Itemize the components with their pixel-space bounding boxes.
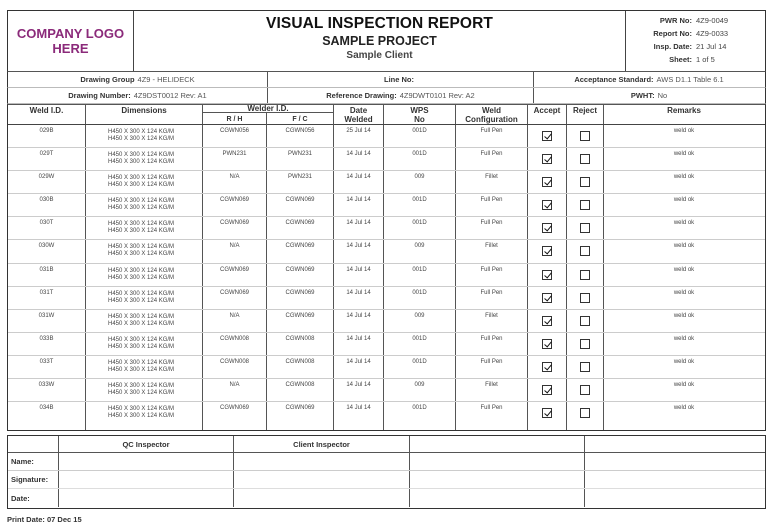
- col-weld-id: Weld I.D.: [8, 105, 86, 124]
- cell-dimensions: [86, 310, 203, 332]
- cell-welder-fc: CGWN069: [267, 287, 334, 309]
- cell-weld-id: 030B: [8, 194, 86, 216]
- cell-remarks: weld ok: [673, 289, 695, 296]
- client-name-field[interactable]: [234, 453, 410, 470]
- accept-checkbox[interactable]: [542, 246, 552, 256]
- col-welder-id: Welder I.D.: [203, 105, 334, 113]
- dimension-line1: H450 X 300 X 124 KG/M: [108, 383, 175, 390]
- cell-date-welded: 14 Jul 14: [334, 356, 384, 378]
- cell-dimensions: [86, 333, 203, 355]
- cell-welder-rh: PWN231: [203, 148, 267, 170]
- cell-accept: [528, 356, 567, 378]
- drawing-group-value: 4Z9 - HELIDECK: [137, 75, 195, 84]
- cell-date-welded: 14 Jul 14: [334, 310, 384, 332]
- dimension-line2: H450 X 300 X 124 KG/M: [108, 320, 175, 327]
- client-date-field[interactable]: [234, 489, 410, 507]
- cell-welder-fc: PWN231: [267, 171, 334, 193]
- cell-date-welded: 14 Jul 14: [334, 217, 384, 239]
- table-row: [8, 287, 765, 310]
- cell-remarks: weld ok: [673, 405, 695, 412]
- reject-checkbox[interactable]: [580, 246, 590, 256]
- pwht-value: No: [657, 91, 668, 100]
- dimension-line1: H450 X 300 X 124 KG/M: [108, 221, 175, 228]
- cell-welder-fc: CGWN008: [267, 356, 334, 378]
- dimension-line2: H450 X 300 X 124 KG/M: [108, 413, 175, 420]
- reject-checkbox[interactable]: [580, 200, 590, 210]
- qc-inspector-heading: QC Inspector: [59, 436, 234, 452]
- cell-welder-fc: CGWN008: [267, 379, 334, 401]
- extra-date-field-1[interactable]: [410, 489, 585, 507]
- dimension-line2: H450 X 300 X 124 KG/M: [108, 274, 175, 281]
- cell-dimensions: [86, 125, 203, 147]
- cell-wps-no: 001D: [384, 333, 456, 355]
- cell-weld-id: 031B: [8, 264, 86, 286]
- table-row: [8, 333, 765, 356]
- cell-weld-configuration: Full Pen: [456, 125, 528, 147]
- cell-dimensions: [86, 356, 203, 378]
- acceptance-standard-value: AWS D1.1 Table 6.1: [656, 75, 724, 84]
- cell-accept: [528, 240, 567, 262]
- table-row: [8, 264, 765, 287]
- accept-checkbox[interactable]: [542, 362, 552, 372]
- col-dimensions: Dimensions: [86, 105, 203, 124]
- col-reject: Reject: [567, 105, 604, 124]
- cell-reject: [567, 148, 604, 170]
- reject-checkbox[interactable]: [580, 408, 590, 418]
- cell-wps-no: 001D: [384, 148, 456, 170]
- cell-wps-no: 001D: [384, 356, 456, 378]
- dimension-line1: H450 X 300 X 124 KG/M: [108, 290, 175, 297]
- cell-welder-rh: N/A: [203, 310, 267, 332]
- table-row: [8, 240, 765, 263]
- cell-weld-id: 030W: [8, 240, 86, 262]
- table-header: [8, 105, 765, 125]
- table-row: [8, 379, 765, 402]
- drawing-number-value: 4Z9DST0012 Rev: A1: [133, 91, 207, 100]
- cell-dimensions: [86, 287, 203, 309]
- reject-checkbox[interactable]: [580, 131, 590, 141]
- cell-welder-rh: CGWN069: [203, 287, 267, 309]
- cell-accept: [528, 379, 567, 401]
- print-date: Print Date: 07 Dec 15: [7, 515, 82, 524]
- dimension-line2: H450 X 300 X 124 KG/M: [108, 390, 175, 397]
- dimension-line2: H450 X 300 X 124 KG/M: [108, 182, 175, 189]
- cell-weld-id: 033B: [8, 333, 86, 355]
- cell-reject: [567, 287, 604, 309]
- cell-date-welded: 14 Jul 14: [334, 171, 384, 193]
- logo-text-line2: HERE: [52, 41, 89, 56]
- cell-wps-no: 009: [384, 240, 456, 262]
- cell-accept: [528, 148, 567, 170]
- cell-weld-id: 029B: [8, 125, 86, 147]
- extra-signature-field-1[interactable]: [410, 471, 585, 488]
- cell-dimensions: [86, 240, 203, 262]
- accept-checkbox[interactable]: [542, 223, 552, 233]
- info-report-no: [626, 27, 765, 40]
- cell-weld-configuration: Full Pen: [456, 217, 528, 239]
- dimension-line1: H450 X 300 X 124 KG/M: [108, 198, 175, 205]
- col-wps-line1: WPS: [410, 105, 429, 115]
- dimension-line2: H450 X 300 X 124 KG/M: [108, 297, 175, 304]
- info-value: 1 of 5: [696, 55, 715, 64]
- col-weld-configuration: [456, 105, 528, 124]
- cell-dimensions: [86, 148, 203, 170]
- cell-weld-configuration: Full Pen: [456, 264, 528, 286]
- cell-date-welded: 14 Jul 14: [334, 287, 384, 309]
- dimension-line2: H450 X 300 X 124 KG/M: [108, 366, 175, 373]
- cell-welder-fc: PWN231: [267, 148, 334, 170]
- reject-checkbox[interactable]: [580, 339, 590, 349]
- col-config-line2: Configuration: [465, 114, 518, 124]
- col-accept: Accept: [528, 105, 567, 124]
- accept-checkbox[interactable]: [542, 293, 552, 303]
- col-date-line2: Welded: [344, 114, 373, 124]
- acceptance-standard-label: Acceptance Standard:: [574, 75, 654, 84]
- info-sheet: [626, 53, 765, 66]
- cell-reject: [567, 402, 604, 430]
- cell-weld-configuration: Full Pen: [456, 333, 528, 355]
- cell-reject: [567, 379, 604, 401]
- table-row: [8, 194, 765, 217]
- drawing-number-row: [7, 88, 766, 104]
- reference-drawing: [268, 88, 534, 103]
- cell-date-welded: 14 Jul 14: [334, 402, 384, 430]
- pwht: [534, 88, 764, 103]
- reference-drawing-label: Reference Drawing:: [326, 91, 397, 100]
- cell-accept: [528, 125, 567, 147]
- reject-checkbox[interactable]: [580, 362, 590, 372]
- signoff-name-row: [8, 453, 765, 471]
- signoff-extra-col2: [585, 436, 764, 452]
- accept-checkbox[interactable]: [542, 385, 552, 395]
- info-value: 4Z9-0033: [696, 29, 729, 38]
- report-header: [7, 10, 766, 72]
- cell-dimensions: [86, 171, 203, 193]
- client-name: Sample Client: [346, 50, 413, 61]
- info-value: 21 Jul 14: [696, 42, 727, 51]
- cell-welder-rh: N/A: [203, 171, 267, 193]
- col-config-line1: Weld: [482, 105, 501, 115]
- cell-remarks: weld ok: [673, 128, 695, 134]
- cell-accept: [528, 310, 567, 332]
- reject-checkbox[interactable]: [580, 293, 590, 303]
- table-body: [8, 125, 765, 430]
- accept-checkbox[interactable]: [542, 154, 552, 164]
- accept-checkbox[interactable]: [542, 200, 552, 210]
- cell-weld-configuration: Fillet: [456, 240, 528, 262]
- dimension-line1: H450 X 300 X 124 KG/M: [108, 175, 175, 182]
- table-row: [8, 356, 765, 379]
- cell-weld-id: 034B: [8, 402, 86, 430]
- reject-checkbox[interactable]: [580, 385, 590, 395]
- signoff-extra-col1: [410, 436, 585, 452]
- info-label: PWR No:: [659, 16, 692, 25]
- accept-checkbox[interactable]: [542, 316, 552, 326]
- reject-checkbox[interactable]: [580, 223, 590, 233]
- dimension-line1: H450 X 300 X 124 KG/M: [108, 313, 175, 320]
- cell-remarks: weld ok: [673, 335, 695, 342]
- cell-welder-fc: CGWN069: [267, 264, 334, 286]
- pwht-label: PWHT:: [630, 91, 655, 100]
- cell-reject: [567, 333, 604, 355]
- signoff-block: [7, 435, 766, 509]
- cell-weld-id: 033T: [8, 356, 86, 378]
- accept-checkbox[interactable]: [542, 131, 552, 141]
- cell-weld-id: 031T: [8, 287, 86, 309]
- cell-welder-fc: CGWN069: [267, 402, 334, 430]
- qc-signature-field[interactable]: [59, 471, 234, 488]
- cell-welder-fc: CGWN056: [267, 125, 334, 147]
- info-pwr-no: [626, 14, 765, 27]
- table-row: [8, 402, 765, 430]
- project-name: SAMPLE PROJECT: [322, 34, 437, 48]
- cell-remarks: weld ok: [673, 382, 695, 389]
- cell-accept: [528, 194, 567, 216]
- cell-reject: [567, 310, 604, 332]
- cell-welder-rh: N/A: [203, 240, 267, 262]
- dimension-line1: H450 X 300 X 124 KG/M: [108, 406, 175, 413]
- cell-wps-no: 009: [384, 379, 456, 401]
- report-title: VISUAL INSPECTION REPORT: [266, 15, 493, 32]
- cell-reject: [567, 125, 604, 147]
- extra-signature-field-2[interactable]: [585, 471, 764, 488]
- cell-accept: [528, 333, 567, 355]
- cell-welder-rh: CGWN008: [203, 333, 267, 355]
- cell-accept: [528, 402, 567, 430]
- col-welder-rh: R / H: [203, 113, 267, 125]
- date-label: Date:: [8, 489, 59, 507]
- cell-weld-id: 029W: [8, 171, 86, 193]
- cell-accept: [528, 171, 567, 193]
- cell-welder-rh: CGWN069: [203, 194, 267, 216]
- drawing-number-label: Drawing Number:: [68, 91, 131, 100]
- logo-text-line1: COMPANY LOGO: [16, 26, 125, 41]
- cell-wps-no: 001D: [384, 264, 456, 286]
- table-row: [8, 310, 765, 333]
- cell-wps-no: 001D: [384, 402, 456, 430]
- cell-weld-id: 031W: [8, 310, 86, 332]
- line-no-label: Line No:: [384, 75, 414, 84]
- cell-welder-rh: CGWN056: [203, 125, 267, 147]
- cell-weld-id: 030T: [8, 217, 86, 239]
- cell-welder-rh: CGWN069: [203, 402, 267, 430]
- reject-checkbox[interactable]: [580, 316, 590, 326]
- cell-dimensions: [86, 379, 203, 401]
- reject-checkbox[interactable]: [580, 154, 590, 164]
- cell-reject: [567, 264, 604, 286]
- reference-drawing-value: 4Z9DWT0101 Rev: A2: [399, 91, 475, 100]
- cell-reject: [567, 171, 604, 193]
- dimension-line1: H450 X 300 X 124 KG/M: [108, 336, 175, 343]
- extra-date-field-2[interactable]: [585, 489, 764, 507]
- cell-wps-no: 009: [384, 171, 456, 193]
- table-row: [8, 148, 765, 171]
- cell-wps-no: 001D: [384, 194, 456, 216]
- info-label: Sheet:: [669, 55, 692, 64]
- cell-accept: [528, 217, 567, 239]
- cell-welder-rh: CGWN069: [203, 264, 267, 286]
- cell-date-welded: 25 Jul 14: [334, 125, 384, 147]
- signature-label: Signature:: [8, 471, 59, 488]
- cell-wps-no: 001D: [384, 217, 456, 239]
- cell-weld-configuration: Full Pen: [456, 402, 528, 430]
- table-row: [8, 217, 765, 240]
- cell-weld-configuration: Full Pen: [456, 194, 528, 216]
- cell-wps-no: 001D: [384, 287, 456, 309]
- company-logo-placeholder: [8, 11, 134, 71]
- cell-remarks: weld ok: [673, 174, 695, 181]
- name-label: Name:: [8, 453, 59, 470]
- cell-remarks: weld ok: [673, 220, 695, 227]
- cell-weld-configuration: Fillet: [456, 171, 528, 193]
- cell-date-welded: 14 Jul 14: [334, 148, 384, 170]
- cell-welder-rh: CGWN008: [203, 356, 267, 378]
- client-signature-field[interactable]: [234, 471, 410, 488]
- dimension-line2: H450 X 300 X 124 KG/M: [108, 205, 175, 212]
- drawing-number: [8, 88, 268, 103]
- cell-date-welded: 14 Jul 14: [334, 379, 384, 401]
- cell-wps-no: 009: [384, 310, 456, 332]
- cell-remarks: weld ok: [673, 243, 695, 250]
- cell-weld-configuration: Fillet: [456, 379, 528, 401]
- cell-weld-id: 033W: [8, 379, 86, 401]
- weld-inspection-table: [7, 104, 766, 431]
- extra-name-field-2[interactable]: [585, 453, 764, 470]
- cell-reject: [567, 240, 604, 262]
- extra-name-field-1[interactable]: [410, 453, 585, 470]
- cell-remarks: weld ok: [673, 197, 695, 204]
- line-no: [268, 72, 534, 87]
- qc-name-field[interactable]: [59, 453, 234, 470]
- signoff-signature-row: [8, 471, 765, 489]
- drawing-group-row: [7, 72, 766, 88]
- cell-weld-configuration: Full Pen: [456, 287, 528, 309]
- cell-wps-no: 001D: [384, 125, 456, 147]
- drawing-group: [8, 72, 268, 87]
- cell-welder-fc: CGWN069: [267, 217, 334, 239]
- report-info-block: [626, 11, 765, 71]
- signoff-date-row: [8, 489, 765, 507]
- cell-reject: [567, 194, 604, 216]
- dimension-line2: H450 X 300 X 124 KG/M: [108, 343, 175, 350]
- signoff-corner: [8, 436, 59, 452]
- accept-checkbox[interactable]: [542, 408, 552, 418]
- dimension-line1: H450 X 300 X 124 KG/M: [108, 359, 175, 366]
- reject-checkbox[interactable]: [580, 270, 590, 280]
- info-label: Report No:: [653, 29, 692, 38]
- cell-reject: [567, 356, 604, 378]
- cell-date-welded: 14 Jul 14: [334, 194, 384, 216]
- dimension-line2: H450 X 300 X 124 KG/M: [108, 159, 175, 166]
- col-date-welded: [334, 105, 384, 124]
- cell-remarks: weld ok: [673, 312, 695, 319]
- cell-date-welded: 14 Jul 14: [334, 264, 384, 286]
- table-row: [8, 125, 765, 148]
- dimension-line1: H450 X 300 X 124 KG/M: [108, 267, 175, 274]
- cell-dimensions: [86, 194, 203, 216]
- col-welder-fc: F / C: [267, 113, 334, 125]
- table-row: [8, 171, 765, 194]
- drawing-group-label: Drawing Group: [80, 75, 135, 84]
- info-label: Insp. Date:: [653, 42, 692, 51]
- title-block: [134, 11, 626, 71]
- dimension-line1: H450 X 300 X 124 KG/M: [108, 152, 175, 159]
- cell-dimensions: [86, 264, 203, 286]
- cell-welder-rh: CGWN069: [203, 217, 267, 239]
- cell-weld-configuration: Full Pen: [456, 356, 528, 378]
- cell-welder-fc: CGWN069: [267, 240, 334, 262]
- cell-dimensions: [86, 217, 203, 239]
- cell-welder-fc: CGWN008: [267, 333, 334, 355]
- info-insp-date: [626, 40, 765, 53]
- cell-accept: [528, 264, 567, 286]
- info-value: 4Z9-0049: [696, 16, 729, 25]
- accept-checkbox[interactable]: [542, 270, 552, 280]
- cell-weld-configuration: Fillet: [456, 310, 528, 332]
- signoff-header-row: [8, 436, 765, 453]
- cell-reject: [567, 217, 604, 239]
- cell-date-welded: 14 Jul 14: [334, 240, 384, 262]
- accept-checkbox[interactable]: [542, 339, 552, 349]
- cell-accept: [528, 287, 567, 309]
- cell-dimensions: [86, 402, 203, 430]
- col-remarks: Remarks: [667, 106, 701, 115]
- dimension-line1: H450 X 300 X 124 KG/M: [108, 244, 175, 251]
- cell-date-welded: 14 Jul 14: [334, 333, 384, 355]
- dimension-line1: H450 X 300 X 124 KG/M: [108, 129, 175, 135]
- col-wps-no: [384, 105, 456, 124]
- cell-remarks: weld ok: [673, 266, 695, 273]
- dimension-line2: H450 X 300 X 124 KG/M: [108, 251, 175, 258]
- cell-welder-fc: CGWN069: [267, 194, 334, 216]
- cell-welder-rh: N/A: [203, 379, 267, 401]
- cell-remarks: weld ok: [673, 151, 695, 158]
- dimension-line2: H450 X 300 X 124 KG/M: [108, 228, 175, 235]
- col-wps-line2: No: [414, 114, 425, 124]
- dimension-line2: H450 X 300 X 124 KG/M: [108, 136, 175, 142]
- qc-date-field[interactable]: [59, 489, 234, 507]
- cell-welder-fc: CGWN069: [267, 310, 334, 332]
- reject-checkbox[interactable]: [580, 177, 590, 187]
- acceptance-standard: [534, 72, 764, 87]
- cell-weld-configuration: Full Pen: [456, 148, 528, 170]
- cell-remarks: weld ok: [673, 358, 695, 365]
- client-inspector-heading: Client Inspector: [234, 436, 410, 452]
- col-date-line1: Date: [349, 105, 368, 115]
- accept-checkbox[interactable]: [542, 177, 552, 187]
- cell-weld-id: 029T: [8, 148, 86, 170]
